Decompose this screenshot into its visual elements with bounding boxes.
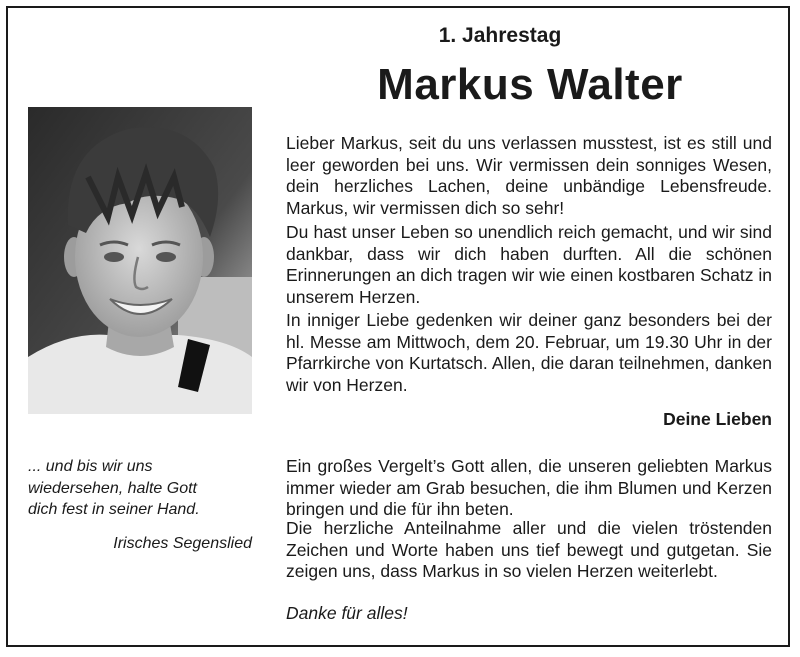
paragraph-5-text: Die herzliche Anteilnahme aller und die vielen tröstenden Zeichen und Worte haben uns tief bewegt und gutgetan. Sie zeigen uns, dass Markus in so vielen Herzen weiterlebt.	[286, 518, 772, 581]
paragraph-4	[286, 456, 772, 521]
quote-line: wiedersehen, halte Gott	[28, 479, 197, 497]
quote-source: Irisches Segenslied	[113, 535, 252, 552]
closing-line	[286, 603, 772, 625]
paragraph-2	[286, 222, 772, 308]
quote	[28, 456, 258, 521]
paragraph-1-text: Lieber Markus, seit du uns verlassen musstest, ist es still und leer geworden bei uns. Wir vermissen dein sonniges Wesen, dein herzliches Lachen, deine unbändige Lebensfreude. Markus, wir vermissen dich so sehr!	[286, 133, 772, 218]
paragraph-4-text: Ein großes Vergelt’s Gott allen, die unseren geliebten Markus immer wieder am Grab besuchen, die ihm Blumen und Kerzen bringen und die für ihn beten.	[286, 456, 772, 519]
deceased-name: Markus Walter	[377, 60, 683, 109]
signature: Deine Lieben	[663, 409, 772, 429]
paragraph-5	[286, 518, 772, 583]
paragraph-2-text: Du hast unser Leben so unendlich reich gemacht, und wir sind dankbar, dass wir dich haben durften. All die schönen Erinnerungen an dich tragen wir wie einen kostbaren Schatz in unserem Herzen.	[286, 222, 772, 307]
paragraph-3	[286, 310, 772, 396]
quote-line: ... und bis wir uns	[28, 458, 153, 475]
portrait-icon	[28, 107, 252, 414]
quote-line: dich fest in seiner Hand.	[28, 501, 200, 518]
portrait-photo	[28, 107, 252, 414]
paragraph-3-text: In inniger Liebe gedenken wir deiner ganz besonders bei der hl. Messe am Mittwoch, dem 20. Februar, um 19.30 Uhr in der Pfarrkirche von Kurtatsch. Allen, die daran teilnehmen, danken wir von Herzen.	[286, 310, 772, 395]
closing-line-text: Danke für alles!	[286, 603, 408, 623]
anniversary-subtitle: 1. Jahrestag	[438, 24, 562, 47]
paragraph-1	[286, 133, 772, 219]
